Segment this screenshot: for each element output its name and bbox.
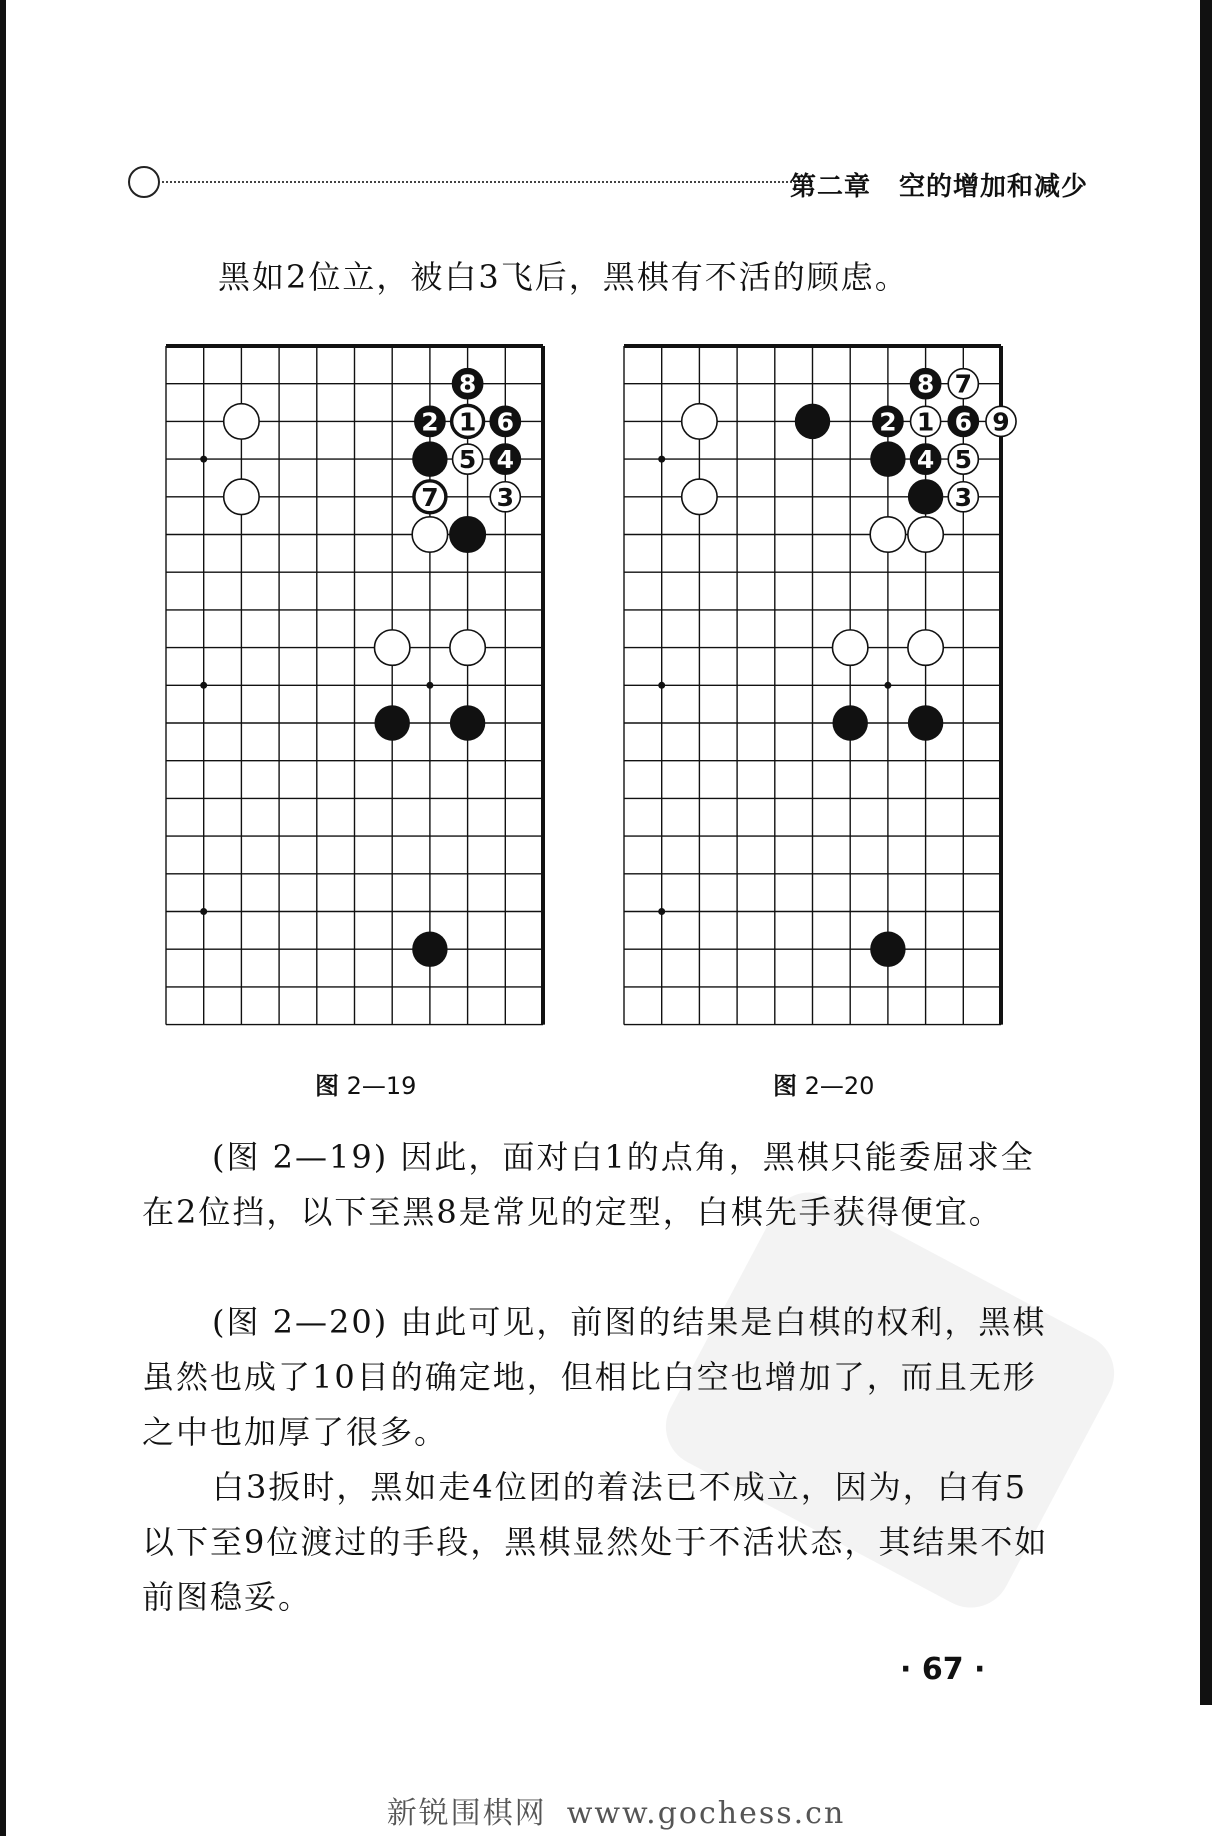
white-stone [870, 517, 905, 552]
star-point [884, 682, 891, 689]
move-number-label: 5 [458, 445, 477, 475]
scan-border-right [1200, 0, 1212, 1705]
move-number-label: 3 [496, 482, 515, 512]
header-circle-icon [128, 166, 160, 198]
caption-number: 2—20 [804, 1072, 875, 1100]
black-stone [412, 931, 447, 966]
move-number-label: 4 [916, 445, 935, 475]
move-number-label: 6 [954, 407, 973, 437]
move-number-label: 3 [954, 482, 973, 512]
board-grid [624, 346, 1001, 1025]
caption-number: 2—19 [346, 1072, 417, 1100]
running-header [128, 166, 1088, 202]
move-number-label: 2 [879, 407, 897, 437]
caption-prefix: 图 [315, 1072, 339, 1100]
page-number: · 67 · [900, 1652, 986, 1687]
star-point [200, 908, 207, 915]
header-title [762, 166, 1088, 203]
move-number-label: 6 [496, 407, 515, 437]
chapter-label: 第二章 [789, 172, 871, 202]
black-stone [374, 705, 409, 740]
white-stone [682, 479, 717, 514]
move-number-label: 8 [916, 369, 935, 399]
black-stone [908, 479, 943, 514]
footer-url: www.gochess.cn [566, 1796, 846, 1831]
move-number-label: 7 [421, 482, 439, 512]
white-stone [450, 630, 485, 665]
white-stone [832, 630, 867, 665]
white-stone [682, 404, 717, 439]
star-point [426, 682, 433, 689]
body-paragraph-3: 白3扳时，黑如走4位团的着法已不成立，因为，白有5以下至9位渡过的手段，黑棋显然处于不活状态，其结果不如前图稳妥。 [142, 1468, 1049, 1616]
white-stone [224, 404, 259, 439]
star-point [200, 456, 207, 463]
move-number-label: 8 [458, 369, 477, 399]
figure-caption-2-19 [315, 1066, 416, 1101]
black-stone [795, 404, 830, 439]
black-stone [412, 441, 447, 476]
move-number-label: 1 [458, 407, 477, 437]
body-paragraph-1: (图 2—19) 因此，面对白1的点角，黑棋只能委屈求全在2位挡，以下至黑8是常见的定型，白棋先手获得便宜。 [142, 1138, 1035, 1231]
white-stone [908, 517, 943, 552]
black-stone [832, 705, 867, 740]
black-stone [450, 705, 485, 740]
star-point [658, 682, 665, 689]
black-stone [908, 705, 943, 740]
white-stone [908, 630, 943, 665]
go-diagram-2-20 [618, 340, 1038, 1040]
star-point [658, 908, 665, 915]
white-stone [412, 517, 447, 552]
white-stone [374, 630, 409, 665]
black-stone [870, 441, 905, 476]
move-number-label: 5 [954, 445, 973, 475]
move-number-label: 4 [496, 445, 515, 475]
scan-border-left [0, 0, 6, 1836]
board-grid [166, 346, 543, 1025]
black-stone [450, 517, 485, 552]
footer-watermark [0, 1788, 1212, 1832]
white-stone [224, 479, 259, 514]
header-dotted-rule [162, 181, 812, 183]
intro-paragraph: 黑如2位立，被白3飞后，黑棋有不活的顾虑。 [218, 258, 909, 296]
black-stone [870, 931, 905, 966]
body-paragraph-2: (图 2—20) 由此可见，前图的结果是白棋的权利，黑棋虽然也成了10目的确定地，但相比白空也增加了，而且无形之中也加厚了很多。 [142, 1303, 1047, 1451]
move-number-label: 2 [421, 407, 439, 437]
figure-caption-2-20 [773, 1066, 874, 1101]
chapter-title: 空的增加和减少 [898, 172, 1088, 202]
go-diagram-2-19 [160, 340, 560, 1040]
star-point [658, 456, 665, 463]
star-point [200, 682, 207, 689]
footer-site-name: 新锐围棋网 [386, 1796, 547, 1831]
move-number-label: 9 [992, 407, 1010, 437]
caption-prefix: 图 [773, 1072, 797, 1100]
move-number-label: 7 [954, 369, 973, 399]
move-number-label: 1 [916, 407, 935, 437]
